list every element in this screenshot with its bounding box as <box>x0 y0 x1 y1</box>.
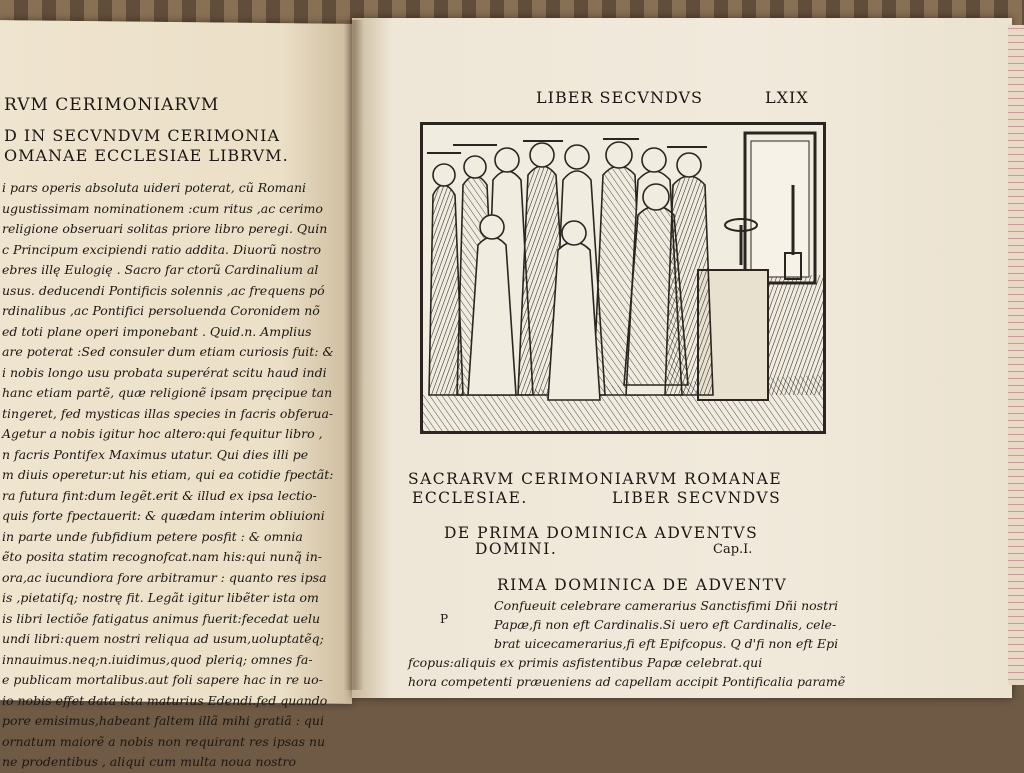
right-running-head: LIBER SECVNDVS <box>536 88 704 107</box>
text-line: hanc etiam partẽ, quæ religionẽ ipsam pręcipue tan <box>2 385 333 400</box>
left-body-text <box>2 178 334 773</box>
right-body-text <box>408 596 846 691</box>
procession-engraving <box>423 125 823 431</box>
text-line: fcopus:aliquis ex primis asfistentibus Papæ celebrat.qui <box>408 655 763 670</box>
left-running-head: RVM CERIMONIARVM <box>4 95 220 115</box>
left-title-line: OMANAE ECCLESIAE LIBRVM. <box>4 146 289 165</box>
chapter-title-line2: DOMINI. <box>475 540 558 558</box>
left-book-title <box>4 126 289 166</box>
text-line: in parte unde fubfidium petere posfit : & omnia <box>2 528 303 544</box>
book-spine <box>344 20 364 690</box>
text-line: are poterat :Sed consuler dum etiam curiosis fuit: & <box>2 344 334 359</box>
text-line: religione obseruari solitas priore libro peregi. Quin <box>2 221 328 236</box>
text-line: is libri lectiõe fatigatus animus fuerit:fecedat uelu <box>2 610 321 626</box>
book-heading-liber: LIBER SECVNDVS <box>612 489 782 507</box>
text-line: is ,pietatifq; nostrę fit. Legãt igitur libẽter ista om <box>2 590 319 605</box>
text-line: Papæ,fi non eft Cardinalis.Si uero eft Cardinalis, cele- <box>494 617 837 632</box>
text-line: i nobis longo usu probata superérat scitu haud indi <box>2 364 327 380</box>
book-heading-line2: ECCLESIAE. <box>412 489 528 507</box>
page-edges <box>1008 25 1024 685</box>
chapter-number: Cap.I. <box>713 542 753 557</box>
text-line: rdinalibus ,ac Pontifici persoluenda Coronidem nõ <box>2 303 320 318</box>
text-line: ẽto posita statim recognofcat.nam his:qui nunq̃ in- <box>2 549 323 564</box>
text-line: innauimus.neq;n.iuidimus,quod pleriq; omnes fa- <box>2 651 313 667</box>
text-line: usus. deducendi Pontificis solennis ,ac frequens pó <box>2 282 325 298</box>
text-line: ra futura fint:dum legẽt.erit & illud ex ipsa lectio- <box>2 487 317 503</box>
incipit-line: RIMA DOMINICA DE ADVENTV <box>497 576 788 594</box>
folio-number: LXIX <box>765 88 809 107</box>
text-line: ornatum maiorẽ a nobis non requirant res ipsas nu <box>2 733 326 749</box>
text-line: hora competenti præueniens ad capellam accipit Pontificalia paramẽ <box>408 674 846 689</box>
chapter-title-line1: DE PRIMA DOMINICA ADVENTVS <box>444 524 759 542</box>
text-line: ebres illę Eulogię . Sacro far ctorũ Cardinalium al <box>2 262 319 277</box>
text-line: undi libri:quem nostri reliqua ad usum,uoluptatẽq; <box>2 631 324 646</box>
text-line: ora,ac iucundiora fore arbitramur : quanto res ipsa <box>2 569 327 585</box>
text-line: Agetur a nobis igitur hoc altero:qui fequitur libro , <box>2 426 323 441</box>
text-line: brat uicecamerarius,fi eft Epifcopus. Q d'fi non eft Epi <box>494 636 839 651</box>
left-title-line: D IN SECVNDVM CERIMONIA <box>4 126 280 145</box>
text-line: ne prodentibus , aliqui cum multa noua nostro <box>2 754 297 769</box>
guide-letter: P <box>440 612 449 626</box>
book-heading-line1: SACRARVM CERIMONIARVM ROMANAE <box>408 470 783 488</box>
text-line: i pars operis absoluta uideri poterat, cũ Romani <box>2 180 307 195</box>
text-line: quis forte fpectauerit: & quædam interim obliuioni <box>2 508 325 523</box>
text-line: ugustissimam nominationem :cum ritus ,ac cerimo <box>2 200 323 216</box>
text-line: e publicam mortalibus.aut foli sapere hac in re uo- <box>2 672 323 687</box>
text-line: pore emisimus,habeant faltem illã mihi gratiã : qui <box>2 713 324 728</box>
text-line: n facris Pontifex Maximus utatur. Qui dies illi pe <box>2 446 309 462</box>
text-line: c Principum excipiendi ratio addita. Diuorũ nostro <box>2 241 322 257</box>
text-line: m diuis operetur:ut his etiam, qui ea cotidie fpectãt: <box>2 467 334 482</box>
text-line: tingeret, fed mysticas illas species in facris obferua- <box>2 405 334 421</box>
woodcut-illustration <box>420 122 826 434</box>
text-line: io nobis effet data ista maturius Edendi.fed quando <box>2 692 328 708</box>
text-line: ed toti plane operi imponebant . Quid.n. Amplius <box>2 323 312 339</box>
text-line: Confueuit celebrare camerarius Sanctisfimi Dñi nostri <box>494 598 839 613</box>
